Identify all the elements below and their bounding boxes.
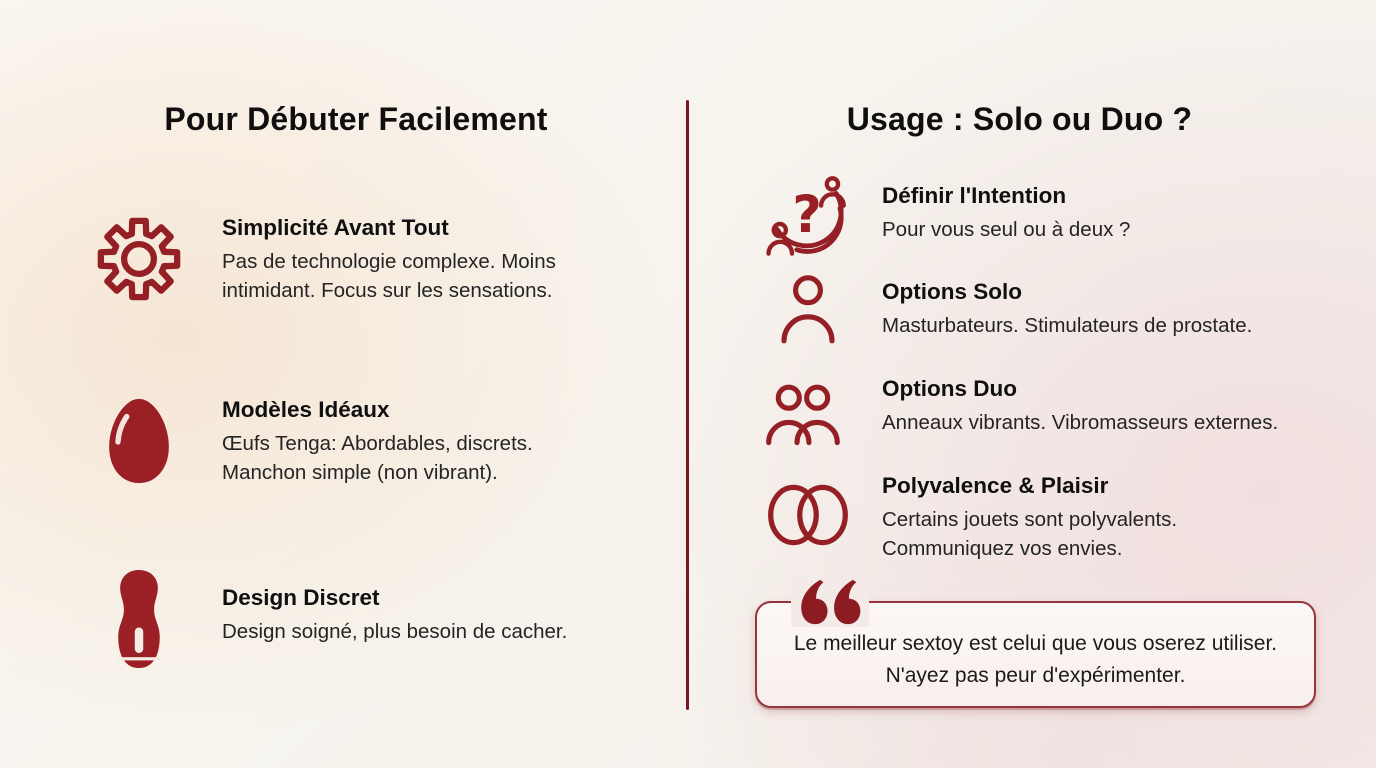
left-column-title: Pour Débuter Facilement	[164, 101, 548, 137]
item-title: Options Solo	[882, 279, 1022, 304]
usage-item-intention	[760, 170, 1342, 260]
intention-question-icon	[760, 170, 856, 260]
interlocked-rings-icon	[760, 484, 856, 546]
quote-text: Le meilleur sextoy est celui que vous oserez utiliser. N'ayez pas peur d'expérimenter.	[793, 632, 1278, 687]
usage-item-solo	[760, 274, 1352, 346]
egg-icon	[94, 396, 184, 486]
quote-box	[755, 601, 1316, 708]
item-title: Simplicité Avant Tout	[222, 215, 449, 240]
gear-icon	[94, 214, 184, 304]
item-title: Options Duo	[882, 376, 1017, 401]
column-divider	[686, 100, 689, 710]
item-description: Design soigné, plus besoin de cacher.	[222, 620, 568, 643]
right-column-title: Usage : Solo ou Duo ?	[846, 101, 1193, 137]
usage-item-duo	[760, 374, 1352, 448]
person-solo-icon	[760, 274, 856, 346]
item-description: Anneaux vibrants. Vibromasseurs externes.	[882, 411, 1279, 434]
item-title: Design Discret	[222, 585, 380, 610]
people-duo-icon	[760, 384, 856, 448]
quote-icon	[791, 579, 869, 627]
item-description: Certains jouets sont polyvalents. Communiquez vos envies.	[882, 508, 1178, 561]
usage-item-polyvalence	[760, 468, 1227, 563]
svg-text:?: ?	[792, 184, 822, 244]
item-title: Modèles Idéaux	[222, 397, 390, 422]
item-description: Pour vous seul ou à deux ?	[882, 218, 1131, 241]
item-title: Polyvalence & Plaisir	[882, 473, 1109, 498]
item-description: Masturbateurs. Stimulateurs de prostate.	[882, 314, 1253, 337]
item-title: Définir l'Intention	[882, 183, 1067, 208]
item-description: Œufs Tenga: Abordables, discrets. Manchon simple (non vibrant).	[222, 432, 533, 485]
sleeve-icon	[94, 566, 184, 672]
feature-item-models	[94, 396, 592, 487]
item-description: Pas de technologie complexe. Moins intimidant. Focus sur les sensations.	[222, 250, 556, 303]
feature-item-simplicity	[94, 214, 607, 305]
feature-item-design	[94, 566, 652, 672]
